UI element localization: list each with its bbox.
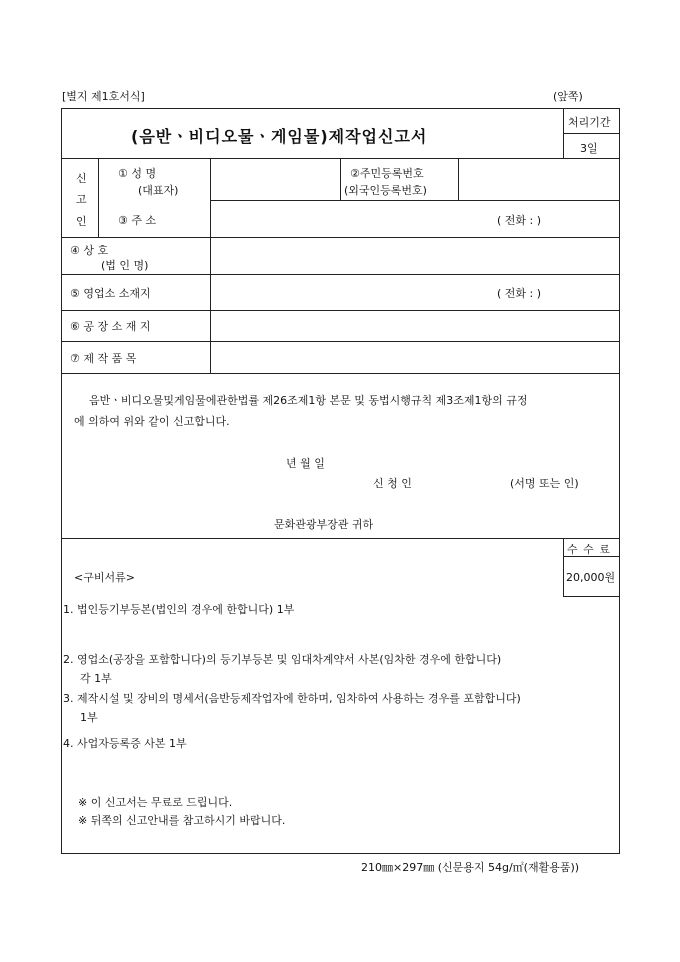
declaration-text: 에 의하여 위와 같이 신고합니다. [74,415,230,428]
trade-sub: (법 인 명) [101,259,149,272]
name-sub: (대표자) [138,184,179,197]
id-label: ②주민등록번호 [350,167,424,180]
divider [98,158,99,237]
declaration-sign: (서명 또는 인) [510,477,579,490]
applicant-group-label: 신 [76,172,87,185]
divider [61,538,620,539]
divider [563,133,620,134]
items-label: ⑦ 제 작 품 목 [70,352,137,365]
divider [210,200,620,201]
address-phone: ( 전화 : ) [497,214,542,227]
office-label: ⑤ 영업소 소재지 [70,287,151,300]
document-item-cont: 1부 [80,711,98,724]
trade-label: ④ 상 호 [70,244,109,257]
fee-value: 20,000원 [566,571,616,584]
document-item: 2. 영업소(공장을 포함합니다)의 등기부등본 및 임대차계약서 사본(임차한 경우에 한합니다) [63,653,502,666]
name-label: ① 성 명 [118,167,157,180]
processing-label: 처리기간 [568,116,611,129]
form-id: [별지 제1호서식] [62,90,145,103]
page-side: (앞쪽) [553,90,583,103]
declaration-applicant: 신 청 인 [373,477,412,490]
divider [61,341,620,342]
divider [563,108,564,158]
divider [563,538,564,596]
divider [61,373,620,374]
document-item: 4. 사업자등록증 사본 1부 [63,737,187,750]
factory-field[interactable] [212,313,618,339]
divider [340,158,341,200]
fee-label: 수 수 료 [567,543,611,556]
form-title: (음반ㆍ비디오물ㆍ게임물)제작업신고서 [131,127,428,146]
documents-heading: <구비서류> [74,571,135,584]
divider [61,310,620,311]
divider [61,237,620,238]
document-item-cont: 각 1부 [80,672,112,685]
note: ※ 이 신고서는 무료로 드립니다. [78,796,233,809]
divider [563,596,620,597]
declaration-recipient: 문화관광부장관 귀하 [274,518,374,531]
paper-spec: 210㎜×297㎜ (신문용지 54g/㎡(재활용품)) [361,861,580,874]
applicant-group-label: 인 [76,215,87,228]
trade-field[interactable] [212,240,618,272]
processing-value: 3일 [580,142,598,155]
note: ※ 뒤쪽의 신고안내를 참고하시기 바랍니다. [78,814,286,827]
document-item: 1. 법인등기부등본(법인의 경우에 한합니다) 1부 [63,603,295,616]
declaration-text: 음반ㆍ비디오물및게임물에관한법률 제26조제1항 본문 및 동법시행규칙 제3조제1항의 규정 [89,394,528,407]
id-field[interactable] [460,160,618,198]
divider [210,158,211,373]
items-field[interactable] [212,344,618,371]
declaration-date: 년 월 일 [286,457,325,470]
id-sub: (외국인등록번호) [344,184,427,197]
name-field[interactable] [212,170,336,196]
office-phone: ( 전화 : ) [497,287,542,300]
divider [61,274,620,275]
applicant-group-label: 고 [76,193,87,206]
address-field[interactable] [212,203,492,233]
address-label: ③ 주 소 [118,214,157,227]
divider [458,158,459,200]
office-field[interactable] [212,277,492,307]
factory-label: ⑥ 공 장 소 재 지 [70,320,151,333]
document-item: 3. 제작시설 및 장비의 명세서(음반등제작업자에 한하며, 임차하여 사용하는 경우를 포함합니다) [63,692,521,705]
